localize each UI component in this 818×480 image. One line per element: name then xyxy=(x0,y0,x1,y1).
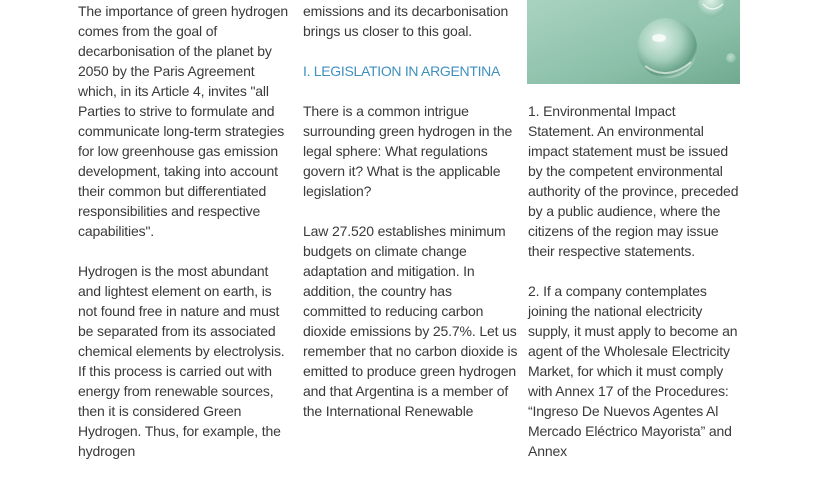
large-droplet xyxy=(637,18,697,78)
paragraph-continuation: emissions and its decarbonisation brings us closer to this goal. xyxy=(303,3,509,39)
paragraph-environmental-impact: 1. Environmental Impact Statement. An environmental impact statement must be issued by the competent environmental authority of the province, preceded by a public audience, where the citizens of the region may issue their respective statements. xyxy=(528,103,739,259)
section-heading-legislation: I. LEGISLATION IN ARGENTINA xyxy=(303,63,501,79)
text-column-2 xyxy=(303,1,518,441)
paragraph-hydrogen-element: Hydrogen is the most abundant and lightest element on earth, is not found free in nature and must be separated from its associated chemical elements by electrolysis. If this process is carried out with energy from renewable sources, then it is considered Green Hydrogen. Thus, for example, the hydrogen xyxy=(78,263,285,459)
water-droplets-image xyxy=(527,0,740,84)
text-column-1 xyxy=(78,1,293,480)
paragraph-electricity-market: 2. If a company contemplates joining the national electricity supply, it must apply to become an agent of the Wholesale Electricity Market, for which it must comply with Annex 17 of the Procedures: “Ingreso De Nuevos Agentes Al Mercado Eléctrico Mayorista” and Annex xyxy=(528,283,738,459)
paragraph-legal-intrigue: There is a common intrigue surrounding green hydrogen in the legal sphere: What regulations govern it? What is the applicable legislation? xyxy=(303,103,513,199)
text-column-3 xyxy=(528,101,743,480)
paragraph-law-27520: Law 27.520 establishes minimum budgets on climate change adaptation and mitigation. In addition, the country has committed to reducing carbon dioxide emissions by 25.7%. Let us remember that no carbon dioxide is emitted to produce green hydrogen and that Argentina is a member of the International Renewable xyxy=(303,223,518,419)
paragraph-paris-agreement: The importance of green hydrogen comes from the goal of decarbonisation of the planet by 2050 by the Paris Agreement which, in its Article 4, invites "all Parties to strive to formulate and communicate long-term strategies for low greenhouse gas emission development, taking into account their common but differentiated responsibilities and respective capabilities". xyxy=(78,3,288,239)
